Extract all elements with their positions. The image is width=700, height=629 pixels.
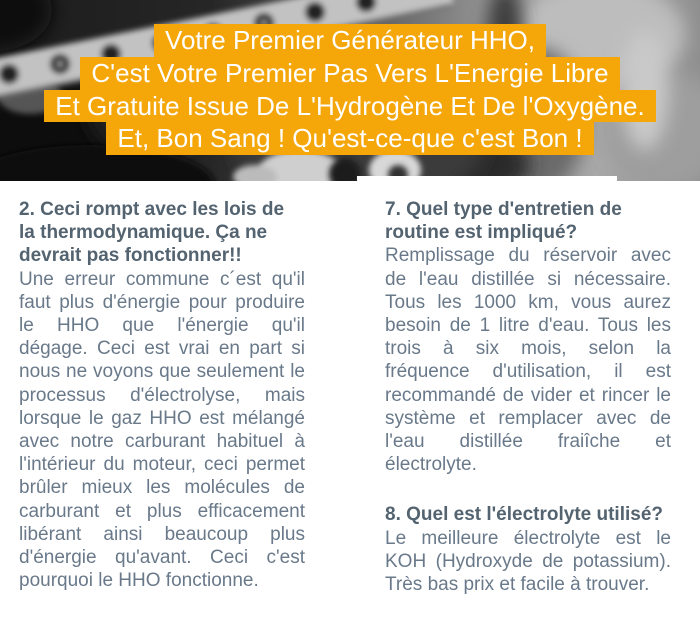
hero-bottom-notch (357, 176, 617, 181)
hero-headline-line-4: Et, Bon Sang ! Qu'est-ce-que c'est Bon ! (106, 122, 593, 155)
qa-section-2 (19, 198, 305, 592)
hero-banner (0, 0, 700, 181)
hero-headline-line-3: Et Gratuite Issue De L'Hydrogène Et De l'Oxygène. (44, 90, 655, 123)
qa-question-8: 8. Quel est l'électrolyte utilisé? (385, 504, 664, 526)
qa-answer-7: Remplissage du réservoir avec de l'eau distillée si nécessaire. Tous les 1000 km, vous aurez besoin de 1 litre d'eau. Tous les trois à six mois, selon la fréquence d'utilisation, il est recommandé de vider et rincer le système et remplacer avec de l'eau distillée fraiîche et électrolyte. (385, 245, 671, 476)
hero-headline-line-1: Votre Premier Générateur HHO, (154, 24, 546, 57)
qa-answer-8: Le meilleure électrolyte est le KOH (Hydroxyde de potassium). Très bas prix et facile à trouver. (385, 527, 671, 596)
qa-section-7 (385, 198, 671, 476)
hero-headline (0, 24, 700, 155)
qa-section-8 (385, 503, 671, 596)
faq-content (0, 181, 700, 596)
qa-question-7: 7. Quel type d'entretien de routine est impliqué? (385, 199, 622, 244)
left-column (19, 198, 305, 596)
qa-answer-2: Une erreur commune c´est qu'il faut plus d'énergie pour produire le HHO que l'énergie qu'il dégage. Ceci est vrai en part si nous ne voyons que seulement le processus d'électrolyse, mais lorsque le gaz HHO est mélangé avec notre carburant habituel à l'intérieur du moteur, ceci permet brûler mieux les molécules de carburant et plus efficacement libérant ainsi beaucoup plus d'énergie qu'avant. Ceci c'est pourquoi le HHO fonctionne. (19, 268, 305, 592)
hero-headline-line-2: C'est Votre Premier Pas Vers L'Energie Libre (80, 57, 619, 90)
right-column (385, 198, 671, 596)
qa-question-2: 2. Ceci rompt avec les lois de la thermodynamique. Ça ne devrait pas fonctionner!! (19, 199, 285, 267)
